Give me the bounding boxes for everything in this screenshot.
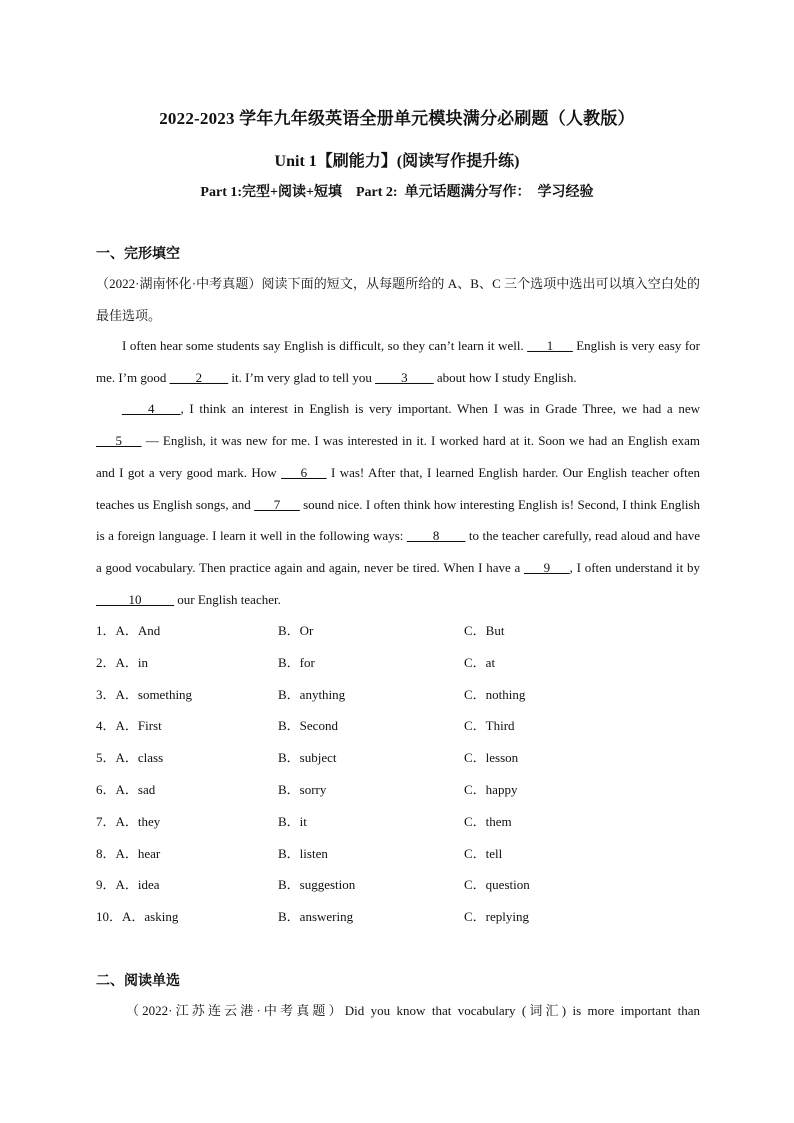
blank-10: _____10_____ bbox=[96, 591, 174, 607]
passage-text: I was! After that, I learned English harder. Our English teacher often teaches us English songs, and bbox=[96, 464, 700, 512]
option-c[interactable]: C．at bbox=[464, 654, 496, 670]
cloze-instructions: （2022·湖南怀化·中考真题）阅读下面的短文，从每题所给的 A、B、C 三个选项中选出可以填入空白处的最佳选项。 bbox=[96, 276, 700, 323]
option-row bbox=[96, 806, 716, 838]
blank-6: ___6___ bbox=[281, 464, 327, 480]
option-c[interactable]: C．happy bbox=[464, 781, 518, 797]
passage-text: , I think an interest in English is very important. When I was in Grade Three, we had a new bbox=[180, 401, 700, 417]
option-row bbox=[96, 774, 716, 806]
option-a[interactable]: 10．A．asking bbox=[96, 909, 179, 925]
passage-text: about how I study English. bbox=[433, 369, 577, 385]
option-row bbox=[96, 679, 716, 711]
cloze-passage bbox=[96, 330, 700, 615]
page-title: 2022-2023 学年九年级英语全册单元模块满分必刷题（人教版） bbox=[159, 109, 635, 128]
reading-intro: （2022·江苏连云港·中考真题）Did you know that vocabulary (词汇) is more important than bbox=[126, 1003, 700, 1018]
option-b[interactable]: B．anything bbox=[278, 686, 346, 702]
option-c[interactable]: C．question bbox=[464, 877, 530, 893]
passage-text: to the teacher carefully, read aloud and have a good vocabulary. Then practice again and again, never be tired. When I have a bbox=[96, 528, 700, 575]
passage-text: English is very easy for me. I’m good bbox=[96, 338, 700, 385]
option-b[interactable]: B．suggestion bbox=[278, 877, 356, 893]
option-a[interactable]: 4．A．First bbox=[96, 718, 162, 734]
option-row bbox=[96, 647, 716, 679]
option-b[interactable]: B．Or bbox=[278, 623, 314, 638]
blank-8: ____8____ bbox=[406, 528, 466, 544]
blank-7: ___7___ bbox=[254, 496, 300, 512]
option-c[interactable]: C．tell bbox=[464, 845, 503, 861]
option-a[interactable]: 9．A．idea bbox=[96, 877, 160, 893]
option-a[interactable]: 7．A．they bbox=[96, 813, 161, 829]
answer-options bbox=[96, 615, 716, 933]
option-c[interactable]: C．nothing bbox=[464, 686, 526, 702]
section-heading-reading: 二、阅读单选 bbox=[96, 974, 180, 989]
option-b[interactable]: B．Second bbox=[278, 718, 338, 734]
option-b[interactable]: B．answering bbox=[278, 909, 354, 925]
option-a[interactable]: 6．A．sad bbox=[96, 781, 156, 797]
option-row bbox=[96, 838, 716, 870]
passage-text: — English, it was new for me. I was interested in it. I worked hard at it. Soon we had an English exam and I got a very good mark. How bbox=[96, 433, 700, 480]
option-c[interactable]: C．them bbox=[464, 813, 512, 829]
blank-9: ___9___ bbox=[524, 559, 570, 575]
passage-text: our English teacher. bbox=[174, 591, 281, 607]
passage-text: I often hear some students say English is difficult, so they can’t learn it well. bbox=[122, 338, 528, 353]
option-row bbox=[96, 742, 716, 774]
option-row bbox=[96, 869, 716, 901]
option-c[interactable]: C．But bbox=[464, 623, 505, 638]
option-a[interactable]: 2．A．in bbox=[96, 654, 149, 670]
option-b[interactable]: B．subject bbox=[278, 750, 337, 766]
option-a[interactable]: 3．A．something bbox=[96, 686, 193, 702]
unit-title: Unit 1【刷能力】(阅读写作提升练) bbox=[274, 153, 520, 170]
passage-text: , I often understand it by bbox=[569, 559, 701, 575]
option-row bbox=[96, 615, 716, 647]
passage-paragraph-2 bbox=[96, 393, 700, 615]
blank-1: ___1___ bbox=[527, 338, 573, 353]
section-heading-cloze: 一、完形填空 bbox=[96, 247, 180, 262]
passage-text: it. I’m very glad to tell you bbox=[228, 369, 376, 385]
option-c[interactable]: C．replying bbox=[464, 909, 529, 925]
option-b[interactable]: B．listen bbox=[278, 845, 328, 861]
option-a[interactable]: 5．A．class bbox=[96, 750, 164, 766]
parts-subtitle: Part 1:完型+阅读+短填 Part 2: 单元话题满分写作： 学习经验 bbox=[200, 185, 594, 200]
option-b[interactable]: B．it bbox=[278, 813, 307, 829]
option-a[interactable]: 1．A．And bbox=[96, 623, 161, 638]
option-b[interactable]: B．sorry bbox=[278, 781, 327, 797]
option-row bbox=[96, 901, 716, 933]
option-c[interactable]: C．lesson bbox=[464, 750, 519, 766]
blank-2: ____2____ bbox=[169, 369, 229, 385]
option-a[interactable]: 8．A．hear bbox=[96, 845, 161, 861]
option-b[interactable]: B．for bbox=[278, 654, 315, 670]
blank-4: ____4____ bbox=[122, 401, 181, 417]
option-c[interactable]: C．Third bbox=[464, 718, 515, 734]
passage-text: sound nice. I often think how interesting English is! Second, I think English is a foreign language. I learn it well in the following ways: bbox=[96, 496, 700, 544]
blank-5: ___5___ bbox=[96, 433, 142, 449]
blank-3: ____3____ bbox=[375, 369, 434, 385]
passage-paragraph-1 bbox=[96, 330, 700, 393]
option-row bbox=[96, 710, 716, 742]
